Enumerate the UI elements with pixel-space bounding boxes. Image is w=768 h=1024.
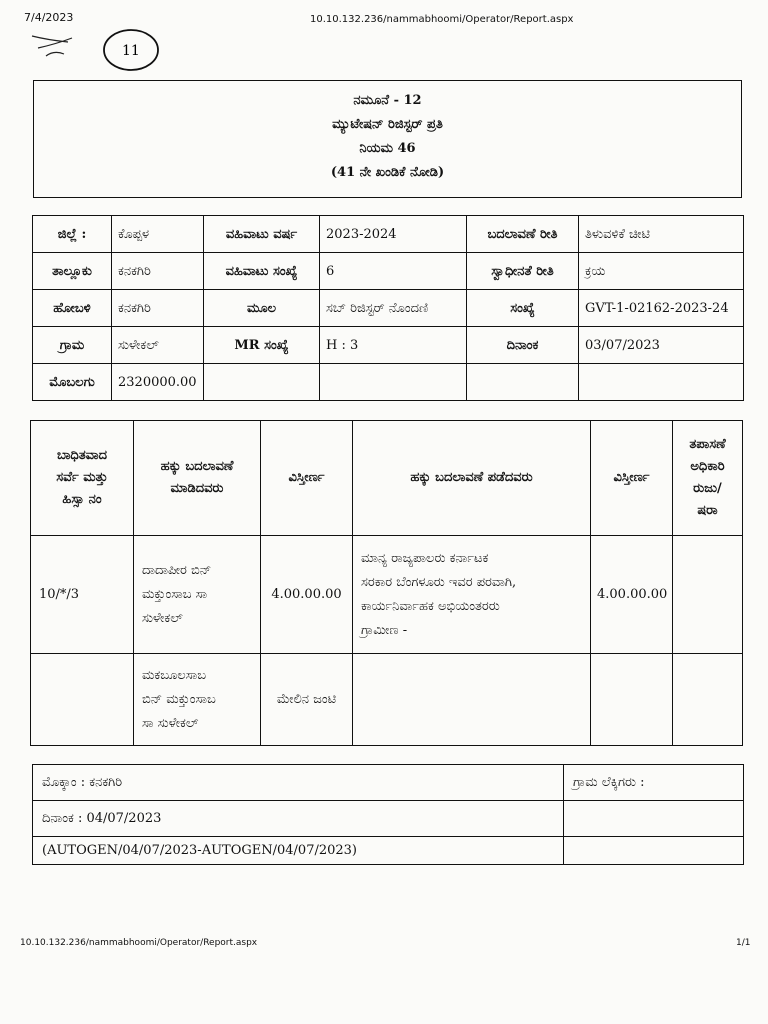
district-value: ಕೊಪ್ಪಳ [112,216,204,253]
signature-table [32,764,744,865]
autogen-reference: (AUTOGEN/04/07/2023-AUTOGEN/04/07/2023) [33,837,564,865]
empty-cell [564,801,744,837]
officer-remark [673,536,743,654]
camp-location: ಮೊಕ್ಕಾಂ : ಕನಕಗಿರಿ [33,765,564,801]
empty-cell [564,837,744,865]
empty-cell [353,654,591,746]
empty-cell [673,654,743,746]
rule-number: ನಿಯಮ 46 [359,141,416,156]
header-officer: ತಪಾಸಣೆ ಅಧಿಕಾರಿ ರುಜು/ ಷರಾ [673,421,743,536]
signature-date: ದಿನಾಂಕ : 04/07/2023 [33,801,564,837]
header-extent: ವಿಸ್ತೀರ್ಣ [261,421,353,536]
table-row [33,290,744,327]
amount-label: ಮೊಬಲಗು [33,364,112,401]
year-value: 2023-2024 [320,216,467,253]
table-row [33,801,744,837]
empty-cell [320,364,467,401]
mutation-table [30,420,743,746]
print-url-header: 10.10.132.236/nammabhoomi/Operator/Report.aspx [310,14,574,25]
extent-received-value: 4.00.00.00 [591,536,673,654]
form-title-box [33,80,742,198]
page-number: 1/1 [736,938,751,948]
village-value: ಸುಳೇಕಲ್ [112,327,204,364]
header-extent-received: ವಿಸ್ತೀರ್ಣ [591,421,673,536]
date-value: 03/07/2023 [579,327,744,364]
mr-label: MR ಸಂಖ್ಯೆ [204,327,320,364]
transferor-name: ಮಕಬೂಲಸಾಬ ಬಿನ್ ಮಕ್ತುಂಸಾಬ ಸಾ ಸುಳೇಕಲ್ [134,654,261,746]
header-transferee: ಹಕ್ಕು ಬದಲಾವಣೆ ಪಡೆದವರು [353,421,591,536]
village-label: ಗ್ರಾಮ [33,327,112,364]
empty-cell [467,364,579,401]
table-row [31,654,743,746]
empty-cell [591,654,673,746]
form-number: ನಮೂನೆ - 12 [353,93,422,108]
acquire-value: ಕ್ರಯ [579,253,744,290]
district-label: ಜಿಲ್ಲೆ : [33,216,112,253]
amount-value: 2320000.00 [112,364,204,401]
source-value: ಸಬ್ ರಿಜಿಸ್ಟರ್ ನೊಂದಣಿ [320,290,467,327]
taluk-value: ಕನಕಗಿರಿ [112,253,204,290]
table-row [33,364,744,401]
extent-value: 4.00.00.00 [261,536,353,654]
year-label: ವಹಿವಾಟು ವರ್ಷ [204,216,320,253]
print-date: 7/4/2023 [24,11,74,24]
hobli-label: ಹೋಬಳಿ [33,290,112,327]
empty-cell [579,364,744,401]
transferor-name: ದಾದಾಪೀರ ಬಿನ್ ಮಕ್ತುಂಸಾಬ ಸಾ ಸುಳೇಕಲ್ [134,536,261,654]
acquire-label: ಸ್ವಾಧೀನತೆ ರೀತಿ [467,253,579,290]
table-row [33,216,744,253]
table-row [31,536,743,654]
date-label: ದಿನಾಂಕ [467,327,579,364]
empty-cell [204,364,320,401]
transferee-name: ಮಾನ್ಯ ರಾಜ್ಯಪಾಲರು ಕರ್ನಾಟಕ ಸರಕಾರ ಬೆಂಗಳೂರು ಇವರ ಪರವಾಗಿ, ಕಾರ್ಯನಿರ್ವಾಹಕ ಅಭಿಯಂತರರು ಗ್ರಾಮೀಣ - [353,536,591,654]
number-label: ಸಂಖ್ಯೆ [467,290,579,327]
extent-value: ಮೇಲಿನ ಜಂಟಿ [261,654,353,746]
table-row [33,765,744,801]
table-row [33,253,744,290]
mr-value: H : 3 [320,327,467,364]
number-value: GVT-1-02162-2023-24 [579,290,744,327]
table-row [33,837,744,865]
txn-no-value: 6 [320,253,467,290]
village-accountant-label: ಗ್ರಾಮ ಲೆಕ್ಕಿಗರು : [564,765,744,801]
header-transferor: ಹಕ್ಕು ಬದಲಾವಣೆ ಮಾಡಿದವರು [134,421,261,536]
source-label: ಮೂಲ [204,290,320,327]
change-method-value: ತಿಳುವಳಿಕೆ ಚೀಟಿ [579,216,744,253]
table-header-row [31,421,743,536]
handwritten-annotation [28,26,168,74]
hobli-value: ಕನಕಗಿರಿ [112,290,204,327]
print-url-footer: 10.10.132.236/nammabhoomi/Operator/Report.aspx [20,938,258,948]
taluk-label: ತಾಲ್ಲೂಕು [33,253,112,290]
table-row [33,327,744,364]
txn-no-label: ವಹಿವಾಟು ಸಂಖ್ಯೆ [204,253,320,290]
section-reference: (41 ನೇ ಖಂಡಿಕೆ ನೋಡಿ) [330,165,445,180]
annotation-text: 11 [122,43,140,59]
change-method-label: ಬದಲಾವಣೆ ರೀತಿ [467,216,579,253]
empty-cell [31,654,134,746]
property-info-table [32,215,744,401]
survey-number: 10/*/3 [31,536,134,654]
header-survey: ಬಾಧಿತವಾದ ಸರ್ವೆ ಮತ್ತು ಹಿಸ್ಸಾ ನಂ [31,421,134,536]
form-title: ಮ್ಯುಟೇಷನ್ ರಿಜಿಸ್ಟರ್ ಪ್ರತಿ [332,117,443,132]
